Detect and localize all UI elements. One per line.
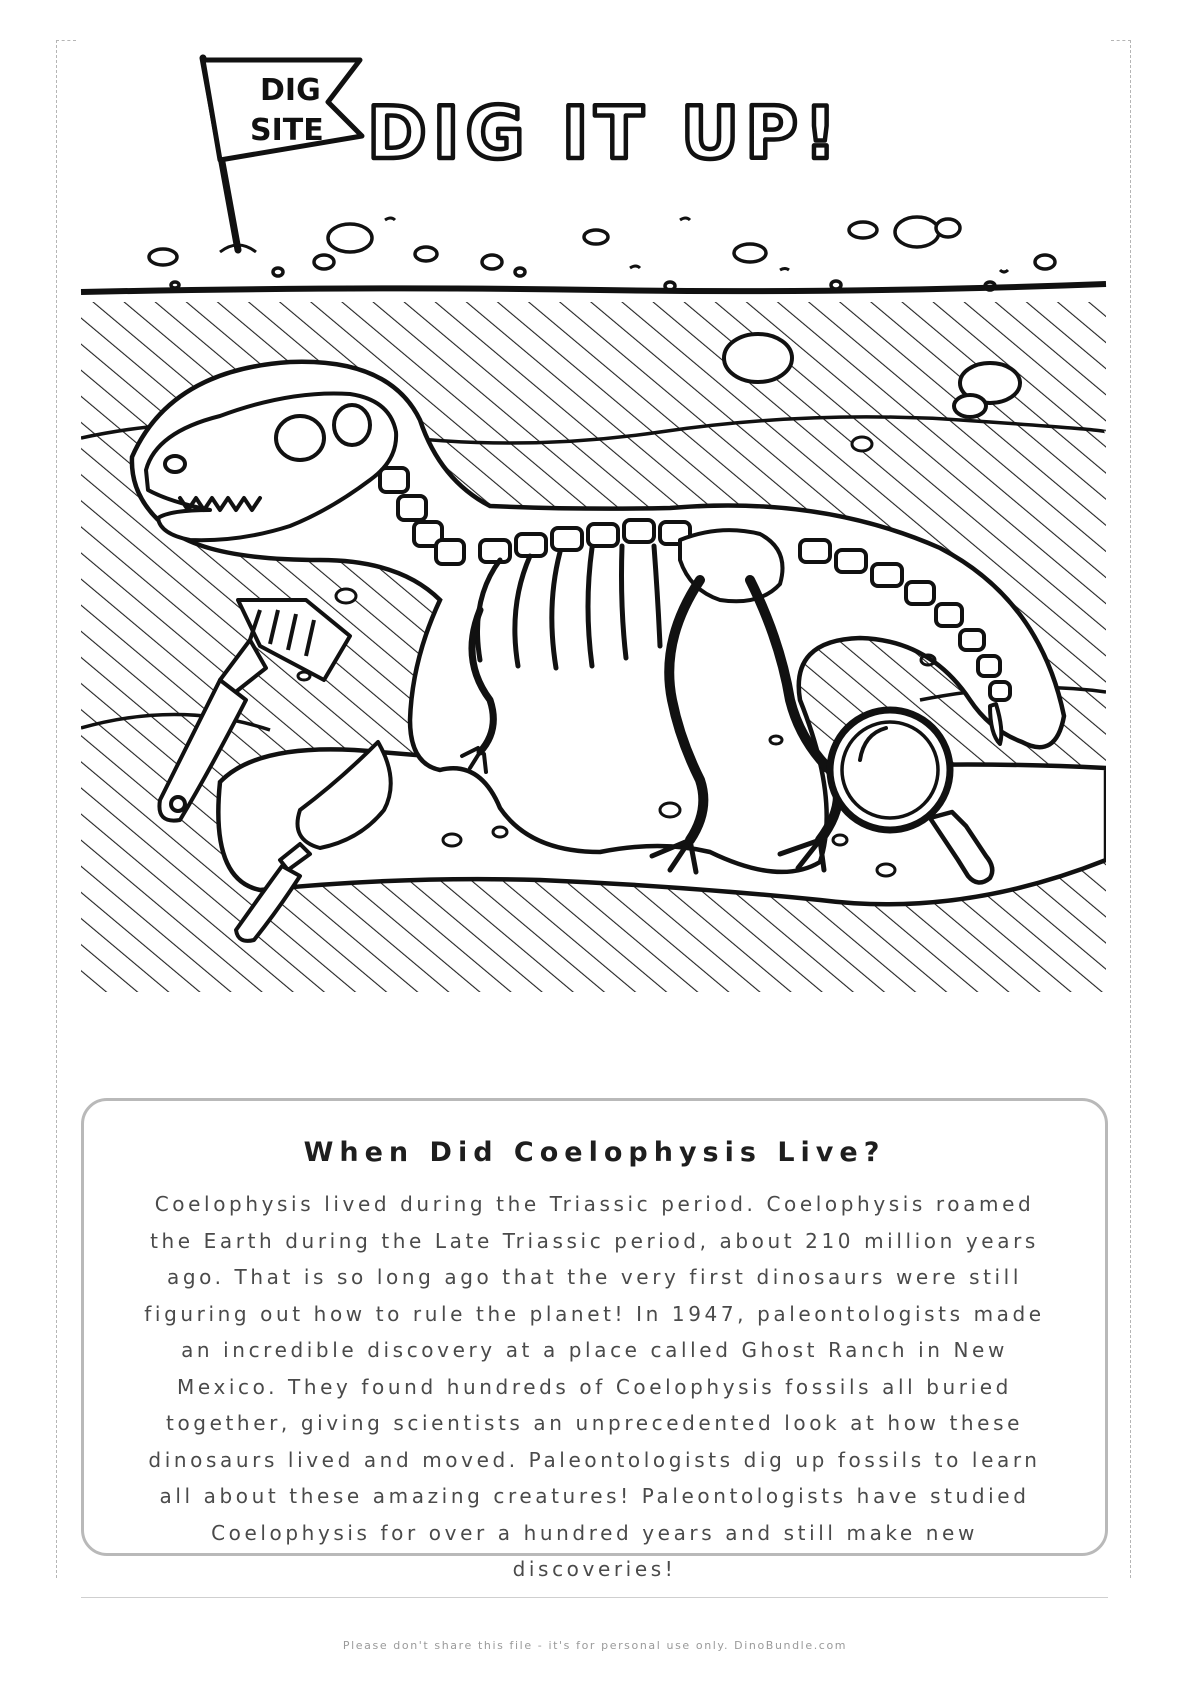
surface-pebbles bbox=[149, 217, 1055, 290]
flag-text-line2: SITE bbox=[250, 113, 324, 148]
footer-note: Please don't share this file - it's for personal use only. DinoBundle.com bbox=[342, 1639, 848, 1652]
dig-site-drawing bbox=[60, 40, 1130, 1010]
ground-surface-line bbox=[81, 284, 1106, 292]
dig-site-flag bbox=[203, 58, 362, 252]
trim-line-left bbox=[56, 40, 57, 1578]
coloring-illustration bbox=[60, 40, 1130, 1010]
earth-layers bbox=[81, 302, 1106, 992]
skull-eye-socket bbox=[276, 416, 324, 460]
page-title: DIG IT UP! bbox=[367, 91, 843, 175]
flag-text-line1: DIG bbox=[260, 73, 321, 108]
trim-line-right bbox=[1130, 40, 1131, 1578]
footer-divider bbox=[81, 1597, 1108, 1598]
info-card bbox=[81, 1098, 1108, 1581]
info-body: Coelophysis lived during the Triassic period. Coelophysis roamed the Earth during the Late Triassic period, about 210 million years ago. That is so long ago that the very first dinosaurs were still figuring out how to rule the planet! In 1947, paleontologists made an incredible discovery at a place called Ghost Ranch in New Mexico. They found hundreds of Coelophysis fossils all buried together, giving scientists an unprecedented look at how these dinosaurs lived and moved. Paleontologists dig up fossils to learn all about these amazing creatures! Paleontologists have studied Coelophysis for over a hundred years and still make new discoveries! bbox=[144, 1192, 1045, 1581]
info-title: When Did Coelophysis Live? bbox=[303, 1137, 886, 1168]
